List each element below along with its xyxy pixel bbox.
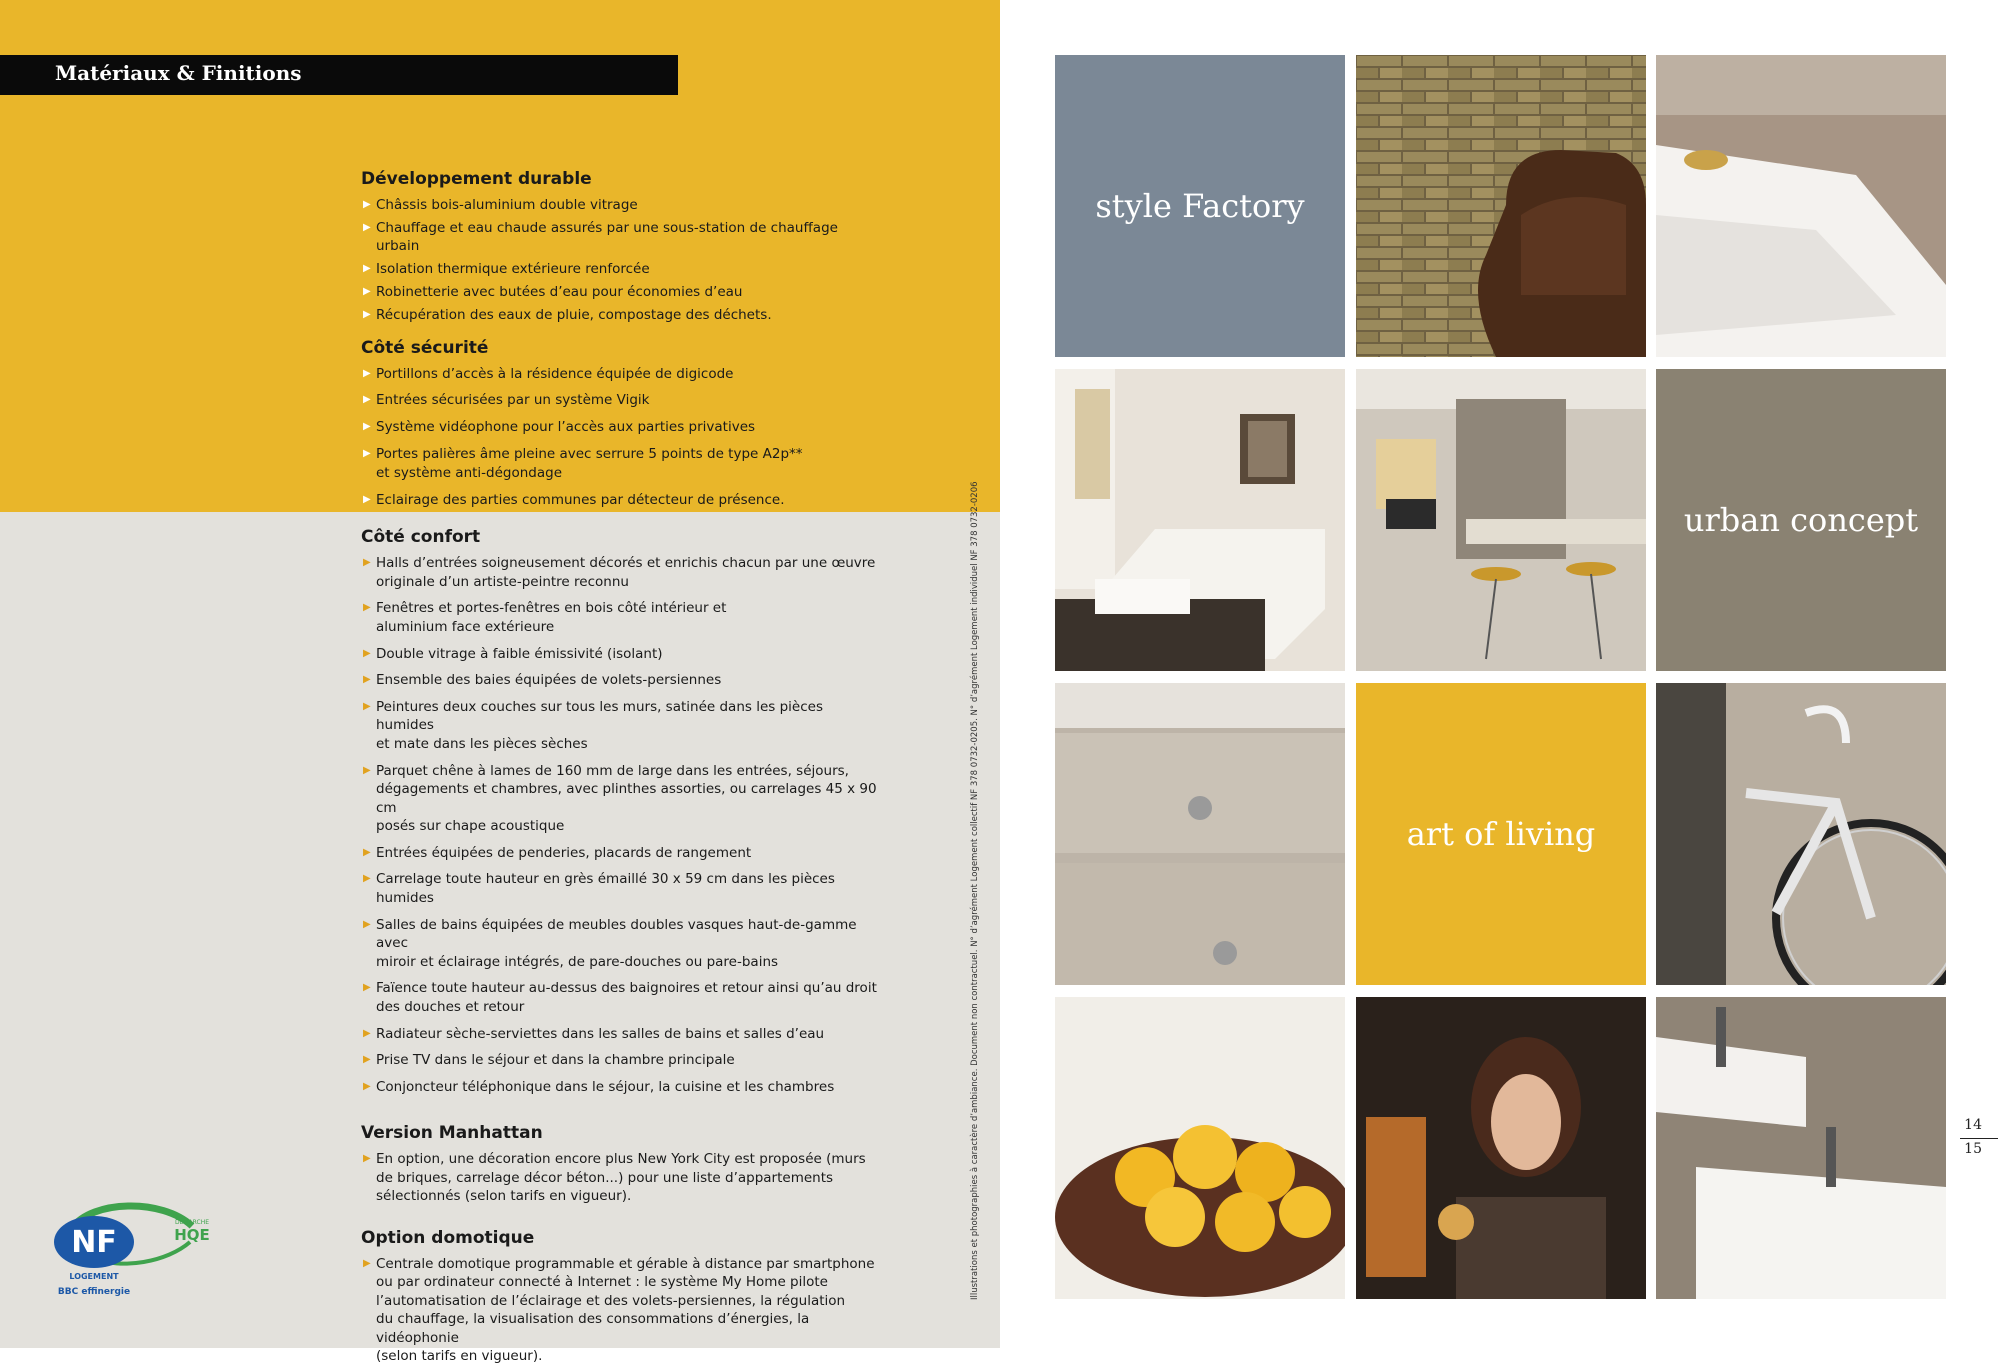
- legal-note: Illustrations et photographies à caractère d’ambiance. Document non contractuel. N° d’agrément Logement collectif NF 378 0732-0205. N° d’agrément Logement individuel NF 378 0732-0206: [970, 481, 980, 1300]
- tile-label: art of living: [1406, 815, 1596, 853]
- feature-item: [361, 645, 881, 664]
- feature-item: [361, 671, 881, 690]
- feature-text: Conjoncteur téléphonique dans le séjour, la cuisine et les chambres: [376, 1078, 835, 1095]
- feature-text: Faïence toute hauteur au-dessus des baignoires et retour ainsi qu’au droit des douches et retour: [376, 980, 877, 1015]
- tile-art-of-living: [1356, 683, 1646, 985]
- bullet-arrow-icon: ▶: [363, 394, 371, 406]
- bullet-arrow-icon: ▶: [363, 918, 371, 930]
- section-cote-confort: [361, 526, 881, 1096]
- bullet-arrow-icon: ▶: [363, 263, 371, 275]
- feature-item: [361, 260, 881, 279]
- feature-item: [361, 445, 881, 482]
- oranges-image: [1055, 997, 1345, 1299]
- feature-item: [361, 870, 881, 907]
- page-number-left: 14: [1964, 1117, 1982, 1133]
- hqe-mark: HQE: [174, 1226, 210, 1244]
- feature-list: [361, 365, 881, 510]
- feature-text: Ensemble des baies équipées de volets-persiennes: [376, 672, 722, 689]
- feature-text: Prise TV dans le séjour et dans la chambre principale: [376, 1052, 735, 1069]
- bullet-arrow-icon: ▶: [363, 873, 371, 885]
- bullet-arrow-icon: ▶: [363, 557, 371, 569]
- bullet-arrow-icon: ▶: [363, 1153, 371, 1165]
- feature-item: [361, 365, 881, 384]
- photo-bicycle: [1656, 683, 1946, 985]
- double-sinks-image: [1656, 997, 1946, 1299]
- feature-text: Centrale domotique programmable et gérable à distance par smartphone ou par ordinateur connecté à Internet : le système My Home pilote l’automatisation de l’éclairage et des volets-persiennes, la régulation du chauffage, la visualisation des consommations d’énergies, la vidéophonie (selon tarifs en vigueur).: [376, 1255, 875, 1365]
- bullet-arrow-icon: ▶: [363, 846, 371, 858]
- features-content: [361, 168, 881, 1366]
- brick-armchair-image: [1356, 55, 1646, 357]
- feature-item: [361, 762, 881, 836]
- feature-item: [361, 418, 881, 437]
- bullet-arrow-icon: ▶: [363, 286, 371, 298]
- feature-list: [361, 1150, 881, 1206]
- feature-text: Portillons d’accès à la résidence équipée de digicode: [376, 365, 734, 382]
- page-number-divider: [1960, 1138, 1998, 1139]
- feature-text: Eclairage des parties communes par détecteur de présence.: [376, 491, 785, 508]
- section-version-manhattan: [361, 1122, 881, 1206]
- feature-text: Chauffage et eau chaude assurés par une sous-station de chauffage urbain: [376, 219, 838, 255]
- feature-list: [361, 554, 881, 1096]
- photo-washbasin: [1656, 55, 1946, 357]
- bullet-arrow-icon: ▶: [363, 309, 371, 321]
- photo-loft-stairs: [1356, 369, 1646, 671]
- feature-item: [361, 844, 881, 863]
- feature-item: [361, 491, 881, 510]
- tile-style-factory: [1055, 55, 1345, 357]
- photo-brick-armchair: [1356, 55, 1646, 357]
- page-number-right: 15: [1964, 1141, 1982, 1157]
- feature-text: Peintures deux couches sur tous les murs, satinée dans les pièces humides et mate dans les pièces sèches: [376, 698, 823, 752]
- feature-item: [361, 1051, 881, 1070]
- feature-item: [361, 391, 881, 410]
- feature-list: [361, 1255, 881, 1366]
- photo-woman: [1356, 997, 1646, 1299]
- section-heading: Côté sécurité: [361, 337, 489, 358]
- bullet-arrow-icon: ▶: [363, 1080, 371, 1092]
- feature-text: Entrées équipées de penderies, placards de rangement: [376, 844, 752, 861]
- photo-oranges: [1055, 997, 1345, 1299]
- tile-label: style Factory: [1095, 187, 1305, 225]
- nf-mark: NF: [71, 1225, 117, 1260]
- feature-text: Récupération des eaux de pluie, compostage des déchets.: [376, 307, 772, 324]
- feature-text: Halls d’entrées soigneusement décorés et enrichis chacun par une œuvre originale d’un artiste-peintre reconnu: [376, 555, 876, 590]
- photo-double-sinks: [1656, 997, 1946, 1299]
- feature-item: [361, 599, 881, 636]
- bullet-arrow-icon: ▶: [363, 700, 371, 712]
- demarche-label: DÉMARCHE: [174, 1219, 210, 1226]
- bullet-arrow-icon: ▶: [363, 1054, 371, 1066]
- section-cote-securite: [361, 337, 881, 510]
- feature-text: Système vidéophone pour l’accès aux parties privatives: [376, 419, 756, 436]
- feature-item: [361, 1150, 881, 1206]
- feature-item: [361, 306, 881, 325]
- woman-image: [1356, 997, 1646, 1299]
- washbasin-image: [1656, 55, 1946, 357]
- feature-text: Parquet chêne à lames de 160 mm de large dans les entrées, séjours, dégagements et chambres, avec plinthes assorties, ou carrelages 45 x 90 cm posés sur chape acoustique: [376, 762, 877, 835]
- bullet-arrow-icon: ▶: [363, 602, 371, 614]
- feature-text: Isolation thermique extérieure renforcée: [376, 261, 650, 278]
- section-option-domotique: [361, 1227, 881, 1366]
- section-heading: Version Manhattan: [361, 1123, 543, 1144]
- feature-text: Double vitrage à faible émissivité (isolant): [376, 645, 663, 662]
- feature-text: Radiateur sèche-serviettes dans les salles de bains et salles d’eau: [376, 1025, 825, 1042]
- bullet-arrow-icon: ▶: [363, 674, 371, 686]
- bbc-label: BBC effinergie: [57, 1287, 131, 1297]
- feature-item: [361, 219, 881, 256]
- feature-text: Fenêtres et portes-fenêtres en bois côté intérieur et aluminium face extérieure: [376, 600, 727, 635]
- tile-urban-concept: [1656, 369, 1946, 671]
- bullet-arrow-icon: ▶: [363, 764, 371, 776]
- bullet-arrow-icon: ▶: [363, 367, 371, 379]
- feature-item: [361, 554, 881, 591]
- feature-item: [361, 916, 881, 972]
- feature-item: [361, 196, 881, 215]
- feature-text: Portes palières âme pleine avec serrure 5 points de type A2p** et système anti-dégondage: [376, 446, 803, 481]
- photo-bedroom: [1055, 369, 1345, 671]
- tile-label: urban concept: [1683, 501, 1919, 539]
- bullet-arrow-icon: ▶: [363, 647, 371, 659]
- bullet-arrow-icon: ▶: [363, 199, 371, 210]
- feature-item: [361, 979, 881, 1016]
- section-heading: Côté confort: [361, 527, 481, 548]
- page-title: Matériaux & Finitions: [55, 61, 302, 85]
- logement-label: LOGEMENT: [69, 1272, 119, 1281]
- feature-text: Châssis bois-aluminium double vitrage: [376, 197, 638, 213]
- bullet-arrow-icon: ▶: [363, 1027, 371, 1039]
- bullet-arrow-icon: ▶: [363, 221, 371, 233]
- feature-item: [361, 698, 881, 754]
- section-heading: Option domotique: [361, 1227, 535, 1248]
- feature-text: Salles de bains équipées de meubles doubles vasques haut-de-gamme avec miroir et éclairage intégrés, de pare-douches ou pare-bains: [376, 916, 857, 970]
- feature-text: Robinetterie avec butées d’eau pour économies d’eau: [376, 284, 743, 301]
- bullet-arrow-icon: ▶: [363, 448, 371, 460]
- bicycle-image: [1656, 683, 1946, 985]
- feature-list: [361, 196, 881, 325]
- bullet-arrow-icon: ▶: [363, 1257, 371, 1269]
- bullet-arrow-icon: ▶: [363, 982, 371, 994]
- feature-item: [361, 283, 881, 302]
- bedroom-image: [1055, 369, 1345, 671]
- feature-text: En option, une décoration encore plus New York City est proposée (murs de briques, carrelage décor béton...) pour une liste d’appartements sélectionnés (selon tarifs en vigueur).: [376, 1151, 866, 1205]
- section-developpement-durable: [361, 168, 881, 325]
- feature-text: Entrées sécurisées par un système Vigik: [376, 392, 650, 409]
- bullet-arrow-icon: ▶: [363, 421, 371, 433]
- drawers-image: [1055, 683, 1345, 985]
- bullet-arrow-icon: ▶: [363, 493, 371, 505]
- photo-drawers: [1055, 683, 1345, 985]
- feature-item: [361, 1078, 881, 1097]
- loft-stairs-image: [1356, 369, 1646, 671]
- feature-text: Carrelage toute hauteur en grès émaillé 30 x 59 cm dans les pièces humides: [376, 871, 835, 906]
- section-heading: Développement durable: [361, 169, 592, 189]
- nf-hqe-logo: [52, 1200, 222, 1305]
- feature-item: [361, 1255, 881, 1366]
- feature-item: [361, 1025, 881, 1044]
